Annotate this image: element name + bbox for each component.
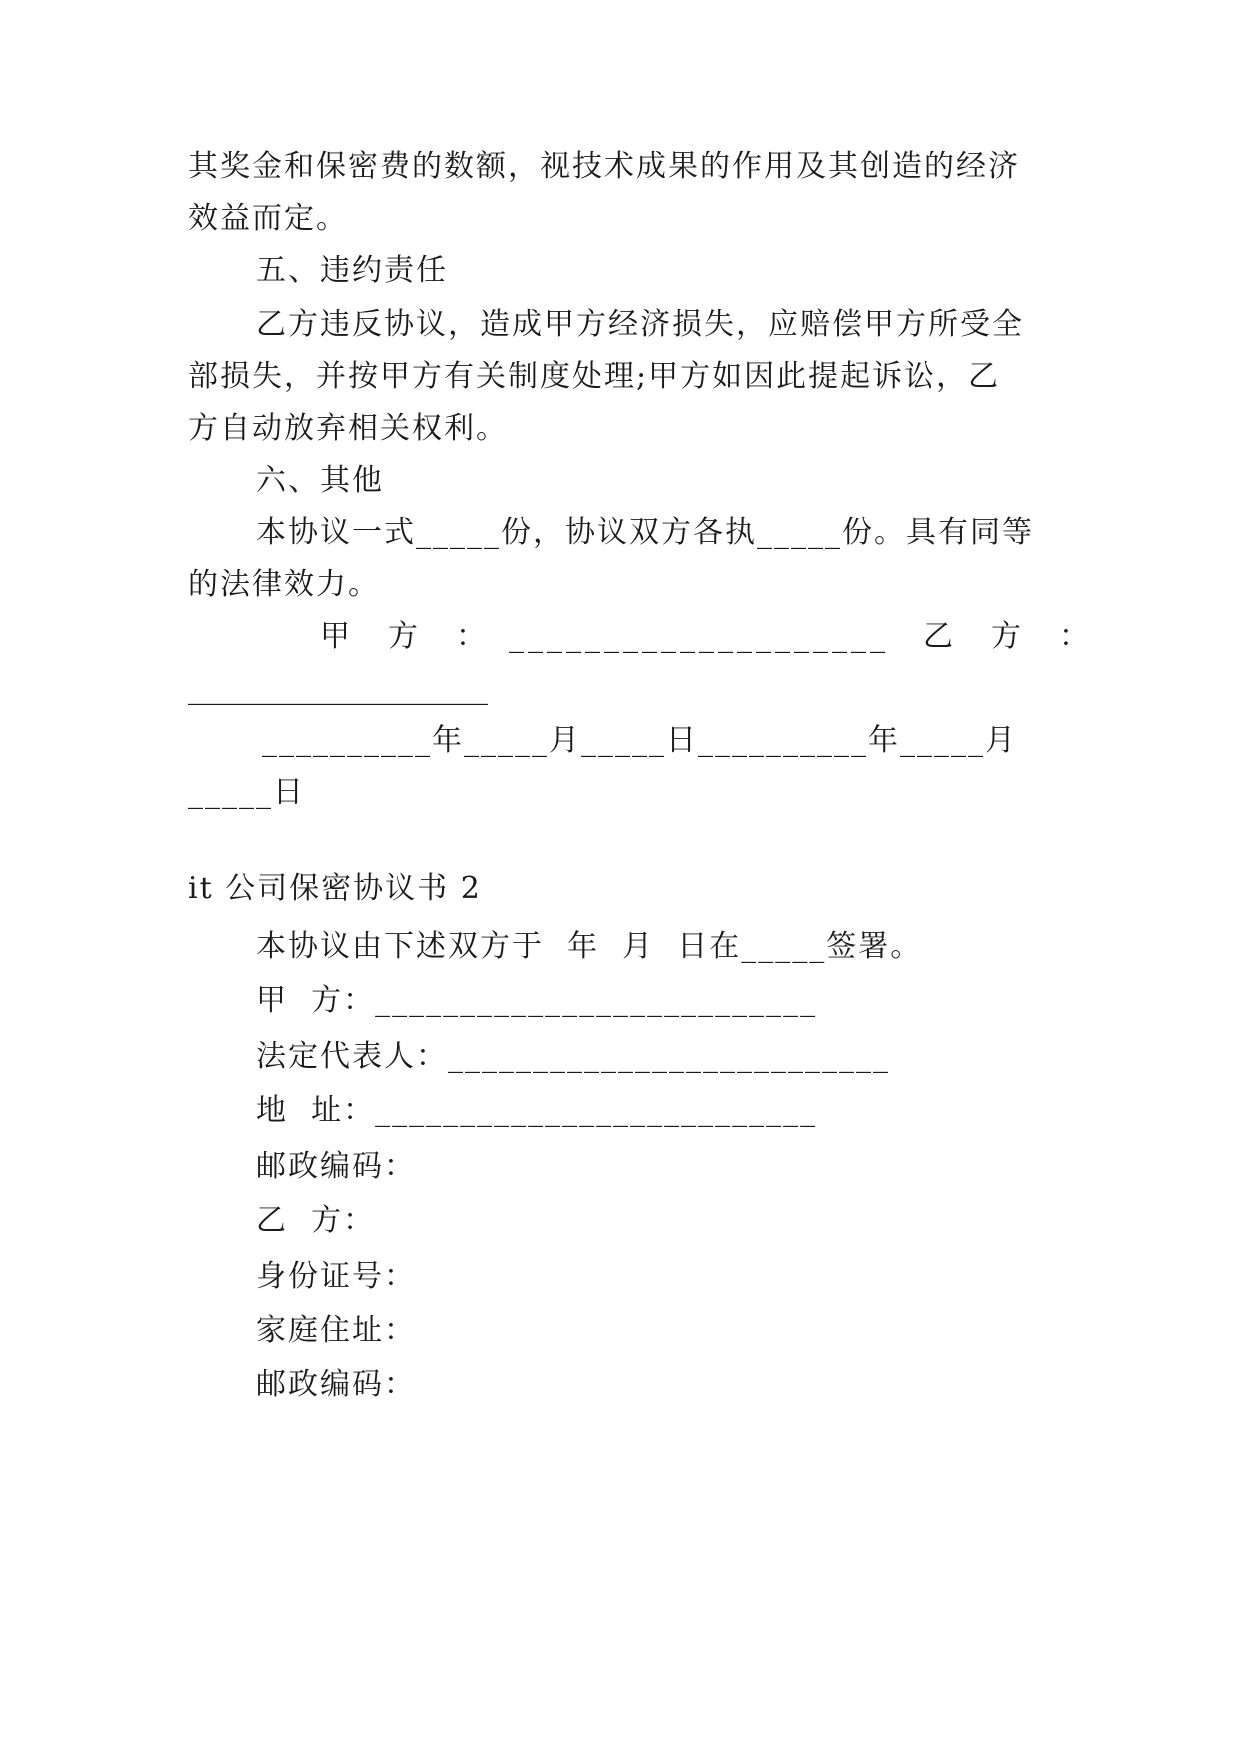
address-field: 地 址：__________________________: [256, 1093, 818, 1128]
legal-representative-field: 法定代表人：__________________________: [256, 1039, 890, 1074]
paragraph-line: 部损失，并按甲方有关制度处理;甲方如因此提起诉讼，乙: [188, 359, 1001, 394]
party-b-field: 乙 方：: [256, 1203, 376, 1238]
postcode-a-field: 邮政编码：: [256, 1149, 416, 1184]
section-heading: 五、违约责任: [256, 253, 448, 288]
postcode-b-field: 邮政编码：: [256, 1367, 416, 1402]
paragraph-line: 乙方违反协议，造成甲方经济损失，应赔偿甲方所受全: [256, 307, 1024, 342]
paragraph-line: 其奖金和保密费的数额，视技术成果的作用及其创造的经济: [188, 149, 1020, 184]
paragraph-line: 方自动放弃相关权利。: [188, 411, 508, 446]
section-heading: 六、其他: [256, 463, 384, 498]
id-number-field: 身份证号：: [256, 1259, 416, 1294]
date-day-line: _____日: [188, 775, 305, 810]
paragraph-line: 效益而定。: [188, 201, 348, 236]
paragraph-line: 本协议一式_____份，协议双方各执_____份。具有同等: [256, 515, 1034, 550]
agreement-title: it 公司保密协议书 2: [188, 871, 482, 906]
party-a-field: 甲 方：__________________________: [256, 983, 818, 1018]
signature-party-a-line: 甲 方 ： ____________________ 乙 方 ：: [320, 619, 1093, 654]
signature-party-b-line: ____________________: [188, 671, 488, 706]
paragraph-line: 的法律效力。: [188, 567, 380, 602]
date-line: __________年_____月_____日__________年_____月: [262, 723, 1017, 758]
agreement-intro: 本协议由下述双方于 年 月 日在_____签署。: [256, 929, 923, 964]
home-address-field: 家庭住址：: [256, 1313, 416, 1348]
